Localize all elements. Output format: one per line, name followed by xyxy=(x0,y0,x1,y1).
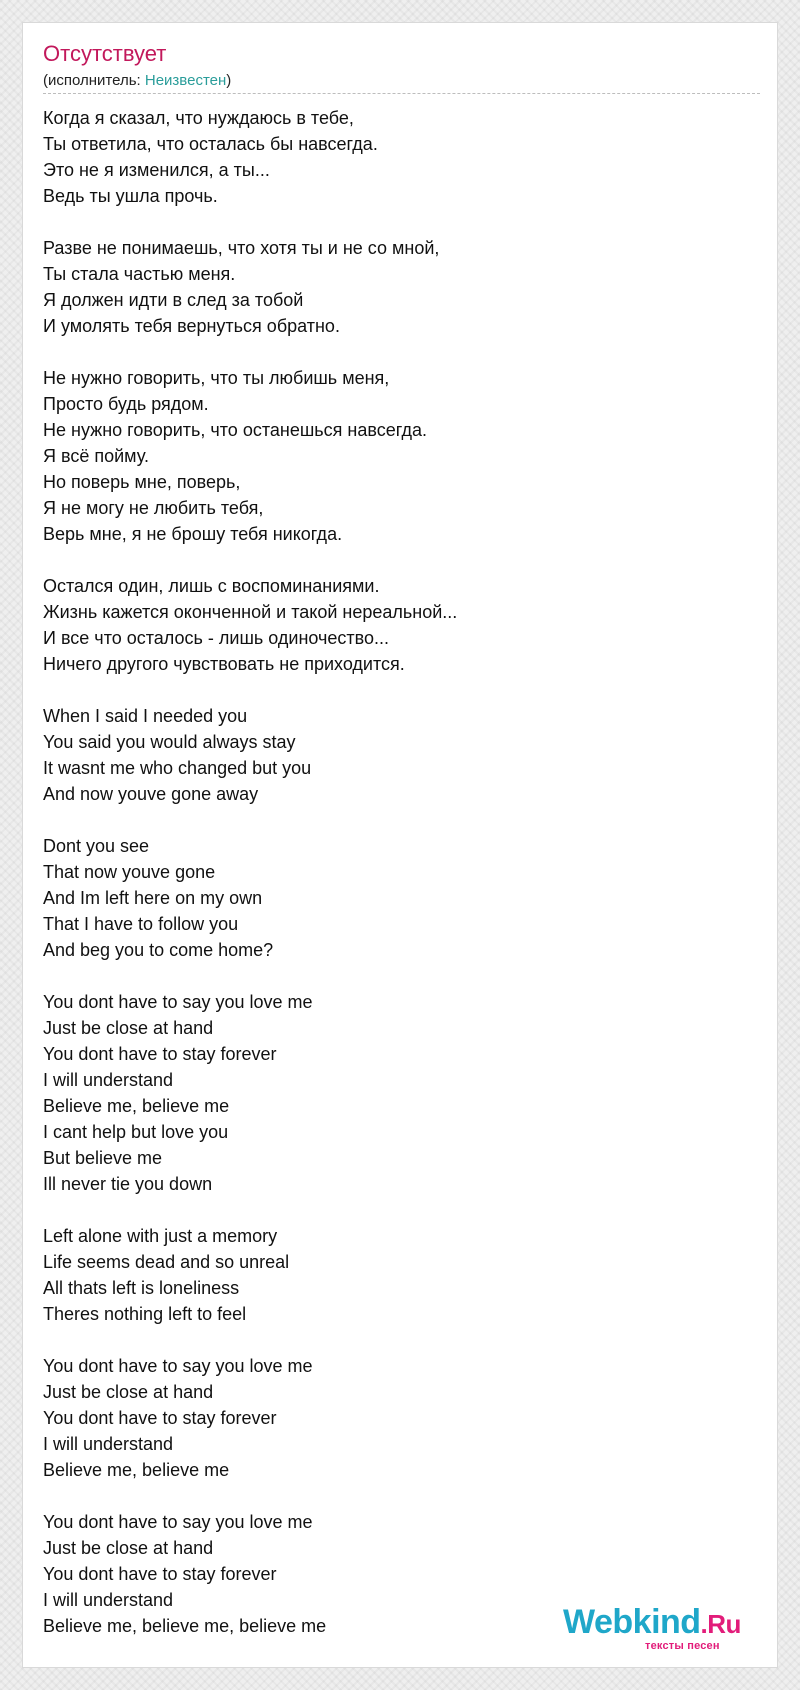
lyrics-stanza xyxy=(43,573,753,677)
lyric-line: Dont you see xyxy=(43,836,150,856)
lyric-line: And now youve gone away xyxy=(43,784,259,804)
lyrics-stanza xyxy=(43,1353,753,1483)
lyric-line: И умолять тебя вернуться обратно. xyxy=(43,316,340,336)
lyric-line: Theres nothing left to feel xyxy=(43,1304,247,1324)
logo-tld: .Ru xyxy=(700,1609,741,1639)
lyric-line: Я всё пойму. xyxy=(43,446,149,466)
lyric-line: And beg you to come home? xyxy=(43,940,274,960)
lyric-line: Ничего другого чувствовать не приходится. xyxy=(43,654,405,674)
lyric-line: All thats left is loneliness xyxy=(43,1278,240,1298)
lyric-line: Остался один, лишь с воспоминаниями. xyxy=(43,576,380,596)
lyric-line: Верь мне, я не брошу тебя никогда. xyxy=(43,524,343,544)
lyric-line: You dont have to say you love me xyxy=(43,992,313,1012)
lyrics-stanza xyxy=(43,235,753,339)
lyric-line: It wasnt me who changed but you xyxy=(43,758,312,778)
lyric-line: I will understand xyxy=(43,1590,174,1610)
lyric-line: Believe me, believe me xyxy=(43,1460,230,1480)
lyric-line: И все что осталось - лишь одиночество... xyxy=(43,628,390,648)
lyric-line: Left alone with just a memory xyxy=(43,1226,278,1246)
lyrics-stanza xyxy=(43,703,753,807)
lyric-line: You dont have to say you love me xyxy=(43,1512,313,1532)
logo-wordmark xyxy=(563,1604,741,1642)
lyric-line: You dont have to say you love me xyxy=(43,1356,313,1376)
song-title: Отсутствует xyxy=(43,41,167,66)
lyric-line: Life seems dead and so unreal xyxy=(43,1252,290,1272)
site-logo[interactable] xyxy=(563,1604,763,1654)
lyric-line: I cant help but love you xyxy=(43,1122,229,1142)
lyric-line: Просто будь рядом. xyxy=(43,394,209,414)
artist-prefix: (исполнитель: xyxy=(43,72,145,89)
lyric-line: When I said I needed you xyxy=(43,706,248,726)
logo-tagline: тексты песен xyxy=(645,1640,720,1652)
artist-suffix: ) xyxy=(226,72,232,89)
lyrics-card xyxy=(22,22,778,1668)
lyric-line: Believe me, believe me xyxy=(43,1096,230,1116)
lyric-line: You dont have to stay forever xyxy=(43,1044,277,1064)
lyric-line: But believe me xyxy=(43,1148,163,1168)
lyric-line: Я не могу не любить тебя, xyxy=(43,498,264,518)
lyrics-stanza xyxy=(43,365,753,547)
lyric-line: And Im left here on my own xyxy=(43,888,263,908)
lyrics-stanza xyxy=(43,989,753,1197)
title-divider xyxy=(43,93,760,94)
lyric-line: Когда я сказал, что нуждаюсь в тебе, xyxy=(43,108,354,128)
lyric-line: Это не я изменился, а ты... xyxy=(43,160,270,180)
lyrics-stanza xyxy=(43,105,753,209)
lyric-line: Just be close at hand xyxy=(43,1382,214,1402)
lyric-line: Но поверь мне, поверь, xyxy=(43,472,241,492)
lyric-line: I will understand xyxy=(43,1434,174,1454)
lyric-line: That I have to follow you xyxy=(43,914,239,934)
logo-brand: Webkind xyxy=(563,1603,701,1641)
lyric-line: Just be close at hand xyxy=(43,1538,214,1558)
lyric-line: Just be close at hand xyxy=(43,1018,214,1038)
lyric-line: Не нужно говорить, что ты любишь меня, xyxy=(43,368,390,388)
lyric-line: Ты стала частью меня. xyxy=(43,264,236,284)
lyrics-text xyxy=(43,105,753,1665)
artist-line xyxy=(43,72,231,90)
lyric-line: Ведь ты ушла прочь. xyxy=(43,186,218,206)
lyric-line: Я должен идти в след за тобой xyxy=(43,290,304,310)
artist-link[interactable]: Неизвестен xyxy=(144,72,227,89)
lyric-line: I will understand xyxy=(43,1070,174,1090)
lyric-line: Ill never tie you down xyxy=(43,1174,213,1194)
lyric-line: Жизнь кажется оконченной и такой нереальной... xyxy=(43,602,458,622)
lyric-line: You dont have to stay forever xyxy=(43,1408,277,1428)
lyric-line: That now youve gone xyxy=(43,862,216,882)
lyric-line: Ты ответила, что осталась бы навсегда. xyxy=(43,134,378,154)
lyrics-stanza xyxy=(43,1223,753,1327)
lyric-line: You dont have to stay forever xyxy=(43,1564,277,1584)
lyrics-stanza xyxy=(43,833,753,963)
lyric-line: Не нужно говорить, что останешься навсегда. xyxy=(43,420,427,440)
lyric-line: You said you would always stay xyxy=(43,732,296,752)
lyric-line: Разве не понимаешь, что хотя ты и не со мной, xyxy=(43,238,440,258)
lyric-line: Believe me, believe me, believe me xyxy=(43,1616,327,1636)
